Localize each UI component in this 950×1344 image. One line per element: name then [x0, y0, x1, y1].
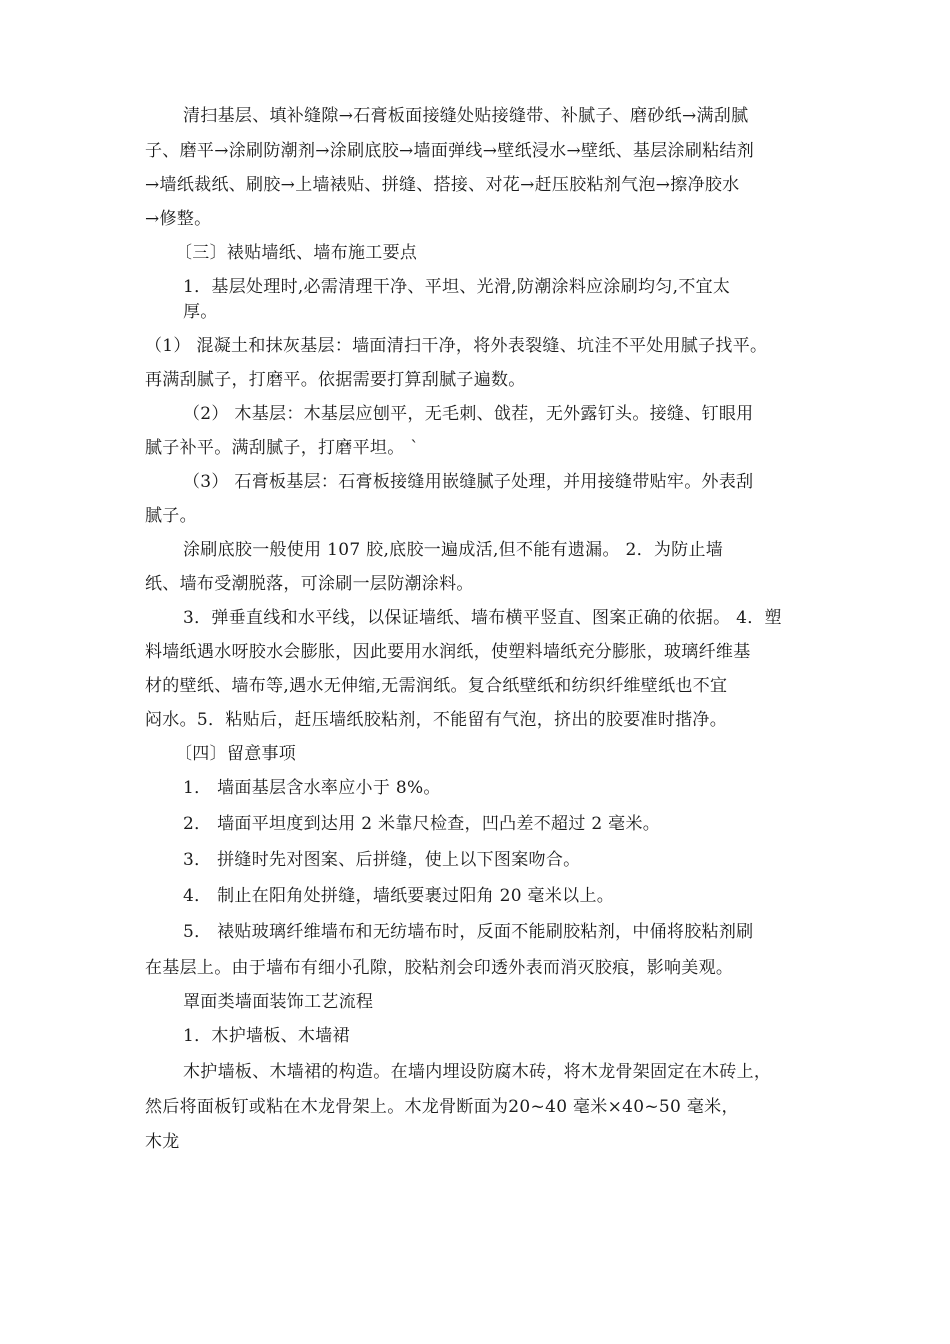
paragraph-line: 材的壁纸、墙布等,遇水无伸缩,无需润纸。复合纸壁纸和纺织纤维壁纸也不宜 — [145, 676, 728, 696]
paragraph-line: 腻子。 — [145, 506, 197, 526]
section-heading: 〔四〕留意事项 — [175, 744, 297, 764]
section-heading: 1．木护墙板、木墙裙 — [183, 1026, 350, 1046]
paragraph-line: →墙纸裁纸、刷胶→上墙裱贴、拼缝、搭接、对花→赶压胶粘剂气泡→擦净胶水 — [145, 175, 740, 195]
list-item: 4． 制止在阳角处拼缝，墙纸要裹过阳角 20 毫米以上。 — [183, 886, 615, 906]
list-item: 1． 墙面基层含水率应小于 8%。 — [183, 778, 441, 798]
paragraph-line: 纸、墙布受潮脱落，可涂刷一层防潮涂料。 — [145, 574, 474, 594]
paragraph-line: 3．弹垂直线和水平线，以保证墙纸、墙布横平竖直、图案正确的依据。 4．塑 — [183, 608, 782, 628]
paragraph-line: （3） 石膏板基层：石膏板接缝用嵌缝腻子处理，并用接缝带贴牢。外表刮 — [183, 472, 754, 492]
paragraph-line: （2） 木基层：木基层应刨平，无毛刺、戗茬，无外露钉头。接缝、钉眼用 — [183, 404, 754, 424]
list-item: 5． 裱贴玻璃纤维墙布和无纺墙布时，反面不能刷胶粘剂，中俑将胶粘剂刷 — [183, 922, 754, 942]
paragraph-line: （1） 混凝土和抹灰基层：墙面清扫干净，将外表裂缝、坑洼不平处用腻子找平。 — [145, 336, 768, 356]
paragraph-line: 1．基层处理时,必需清理干净、平坦、光滑,防潮涂料应涂刷均匀,不宜太 — [183, 277, 731, 297]
paragraph-line: 然后将面板钉或粘在木龙骨架上。木龙骨断面为20~40 毫米×40~50 毫米， — [145, 1097, 739, 1117]
section-heading: 罩面类墙面装饰工艺流程 — [183, 992, 374, 1012]
list-item: 2． 墙面平坦度到达用 2 米靠尺检查，凹凸差不超过 2 毫米。 — [183, 814, 661, 834]
list-item: 3． 拼缝时先对图案、后拼缝，使上以下图案吻合。 — [183, 850, 581, 870]
paragraph-line: 木护墙板、木墙裙的构造。在墙内埋设防腐木砖，将木龙骨架固定在木砖上， — [183, 1062, 772, 1082]
paragraph-line: 料墙纸遇水呀胶水会膨胀，因此要用水润纸，使塑料墙纸充分膨胀，玻璃纤维基 — [145, 642, 751, 662]
paragraph-line: 腻子补平。满刮腻子，打磨平坦。 ` — [145, 438, 420, 458]
paragraph-line: 木龙 — [145, 1132, 180, 1152]
paragraph-line: 再满刮腻子，打磨平。依据需要打算刮腻子遍数。 — [145, 370, 526, 390]
paragraph-line: 清扫基层、填补缝隙→石膏板面接缝处贴接缝带、补腻子、磨砂纸→满刮腻 — [183, 106, 749, 126]
paragraph-line: 厚。 — [183, 302, 218, 322]
paragraph-line: 在基层上。由于墙布有细小孔隙，胶粘剂会印透外表而消灭胶痕，影响美观。 — [145, 958, 734, 978]
paragraph-line: 子、磨平→涂刷防潮剂→涂刷底胶→墙面弹线→壁纸浸水→壁纸、基层涂刷粘结剂 — [145, 141, 755, 161]
paragraph-line: →修整。 — [145, 209, 212, 229]
paragraph-line: 闷水。5．粘贴后，赶压墙纸胶粘剂，不能留有气泡，挤出的胶要准时揩净。 — [145, 710, 728, 730]
paragraph-line: 涂刷底胶一般使用 107 胶,底胶一遍成活,但不能有遗漏。 2．为防止墙 — [183, 540, 724, 560]
section-heading: 〔三〕裱贴墙纸、墙布施工要点 — [175, 243, 418, 263]
